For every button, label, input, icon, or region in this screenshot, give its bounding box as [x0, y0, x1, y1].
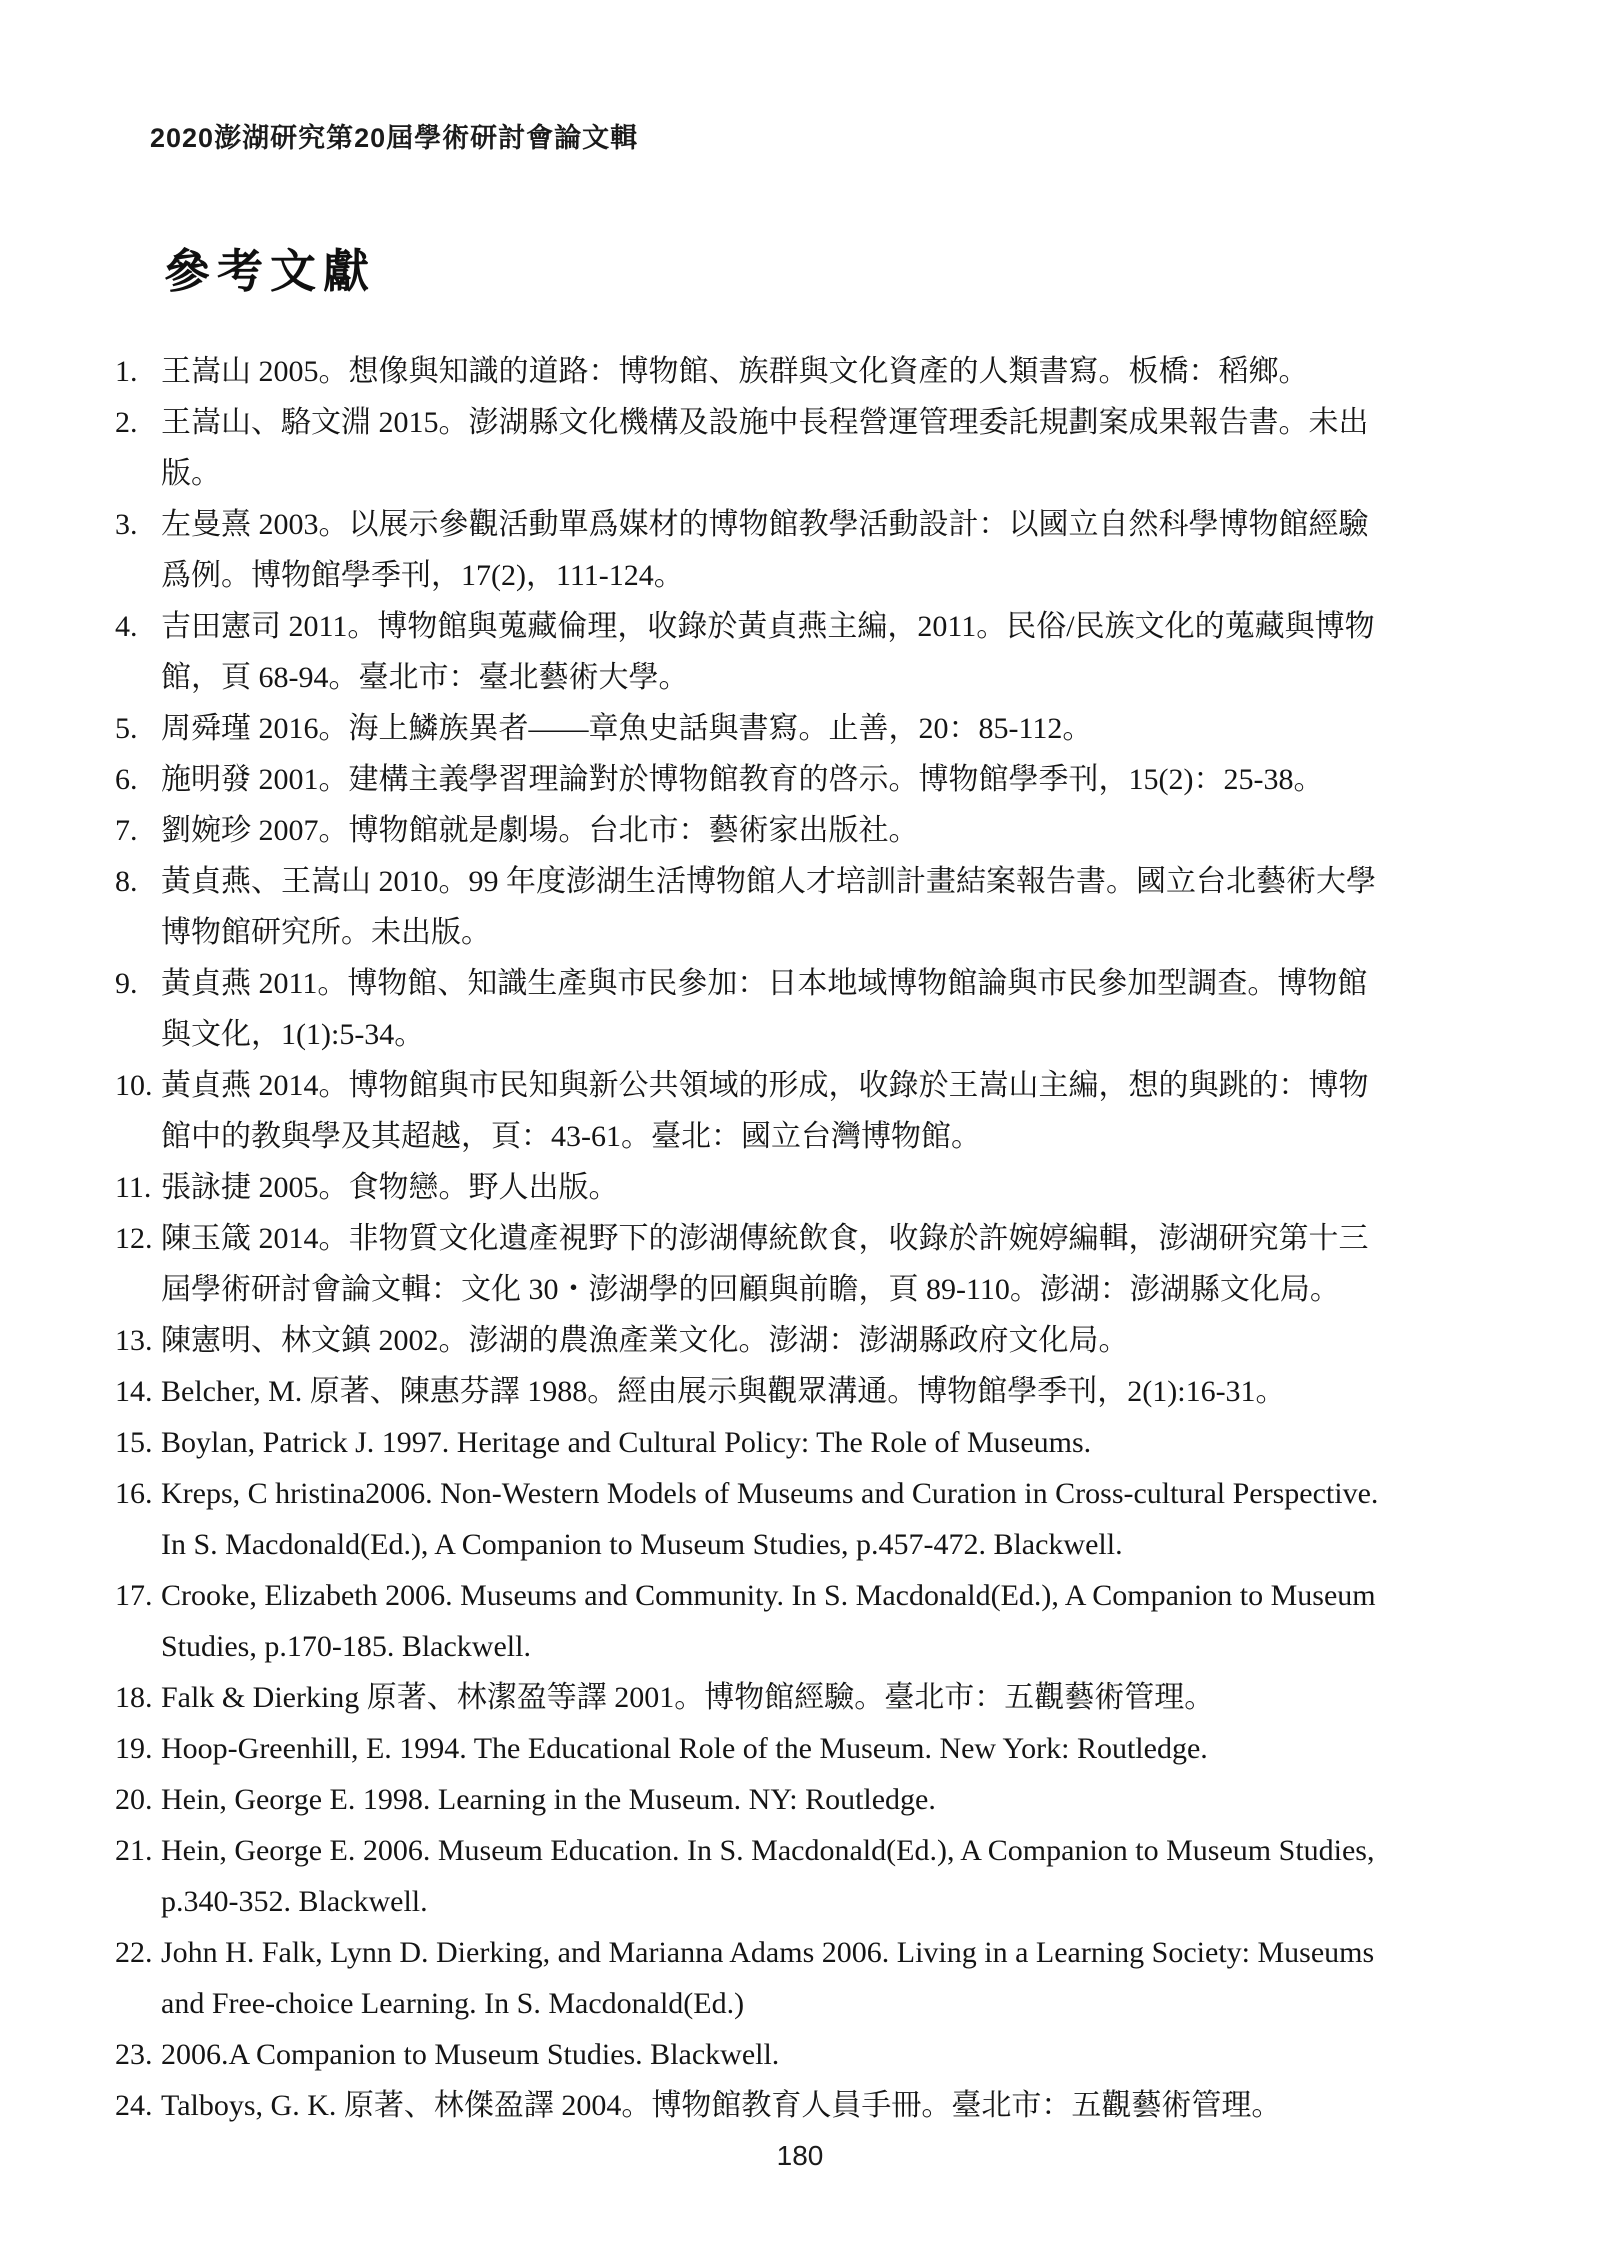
reference-text — [161, 1213, 1497, 1315]
reference-line: 與文化，1(1):5-34。 — [161, 1018, 425, 1051]
reference-line: 劉婉珍 2007。博物館就是劇場。台北市：藝術家出版社。 — [161, 814, 919, 847]
reference-item — [115, 1570, 1497, 1672]
reference-text — [161, 754, 1497, 805]
reference-line: 左曼熹 2003。以展示參觀活動單爲媒材的博物館教學活動設計：以國立自然科學博物館經驗 — [161, 508, 1369, 541]
reference-line: 陳憲明、林文鎮 2002。澎湖的農漁產業文化。澎湖：澎湖縣政府文化局。 — [161, 1324, 1129, 1357]
reference-number: 8. — [115, 865, 138, 898]
reference-line: 館中的教與學及其超越，頁：43-61。臺北：國立台灣博物館。 — [161, 1120, 981, 1153]
reference-line: 2006.A Companion to Museum Studies. Blackwell. — [161, 2038, 780, 2071]
reference-number: 13. — [115, 1324, 153, 1357]
reference-line: Kreps, C hristina2006. Non-Western Models of Museums and Curation in Cross-cultural Perspective. — [161, 1477, 1379, 1510]
reference-line: Talboys, G. K. 原著、林傑盈譯 2004。博物館教育人員手冊。臺北市：五觀藝術管理。 — [161, 2089, 1282, 2122]
reference-number: 14. — [115, 1375, 153, 1408]
reference-text — [161, 2080, 1497, 2131]
reference-text — [161, 1774, 1497, 1825]
reference-number: 23. — [115, 2038, 153, 2071]
reference-number: 4. — [115, 610, 138, 643]
reference-number: 9. — [115, 967, 138, 1000]
reference-item — [115, 1723, 1497, 1774]
reference-text — [161, 397, 1497, 499]
reference-number: 1. — [115, 355, 138, 388]
reference-number: 2. — [115, 406, 138, 439]
reference-item — [115, 601, 1497, 703]
reference-text — [161, 703, 1497, 754]
running-header: 2020澎湖研究第20屆學術研討會論文輯 — [150, 123, 639, 153]
reference-text — [161, 958, 1497, 1060]
reference-number: 6. — [115, 763, 138, 796]
reference-text — [161, 1468, 1497, 1570]
reference-item — [115, 1315, 1497, 1366]
page-number: 180 — [776, 2140, 824, 2171]
reference-text — [161, 1162, 1497, 1213]
reference-line: 館，頁 68-94。臺北市：臺北藝術大學。 — [161, 661, 689, 694]
reference-number: 18. — [115, 1681, 153, 1714]
reference-line: 屆學術研討會論文輯：文化 30・澎湖學的回顧與前瞻，頁 89-110。澎湖：澎湖縣文化局。 — [161, 1273, 1340, 1306]
reference-number: 17. — [115, 1579, 153, 1612]
reference-item — [115, 397, 1497, 499]
reference-number: 16. — [115, 1477, 153, 1510]
reference-line: 博物館研究所。未出版。 — [161, 916, 491, 949]
reference-line: 爲例。博物館學季刊，17(2)，111-124。 — [161, 559, 684, 592]
reference-text — [161, 1060, 1497, 1162]
reference-item — [115, 1672, 1497, 1723]
reference-item — [115, 856, 1497, 958]
reference-number: 7. — [115, 814, 138, 847]
reference-line: 周舜瑾 2016。海上鱗族異者——章魚史話與書寫。止善，20：85-112。 — [161, 712, 1093, 745]
reference-item — [115, 1927, 1497, 2029]
reference-text — [161, 2029, 1497, 2080]
reference-line: Crooke, Elizabeth 2006. Museums and Community. In S. Macdonald(Ed.), A Companion to Museum — [161, 1579, 1376, 1612]
reference-line: Falk & Dierking 原著、林潔盈等譯 2001。博物館經驗。臺北市：五觀藝術管理。 — [161, 1681, 1215, 1714]
reference-item — [115, 1213, 1497, 1315]
reference-text — [161, 499, 1497, 601]
reference-number: 5. — [115, 712, 138, 745]
reference-number: 19. — [115, 1732, 153, 1765]
reference-line: p.340-352. Blackwell. — [161, 1885, 428, 1918]
reference-line: 陳玉箴 2014。非物質文化遺產視野下的澎湖傳統飲食，收錄於許婉婷編輯，澎湖研究第十三 — [161, 1222, 1369, 1255]
reference-item — [115, 499, 1497, 601]
reference-line: 黃貞燕 2011。博物館、知識生產與市民參加：日本地域博物館論與市民參加型調查。博物館 — [161, 967, 1368, 1000]
reference-text — [161, 1366, 1497, 1417]
reference-item — [115, 1417, 1497, 1468]
reference-number: 12. — [115, 1222, 153, 1255]
reference-line: and Free-choice Learning. In S. Macdonald(Ed.) — [161, 1987, 745, 2020]
reference-line: Hein, George E. 1998. Learning in the Museum. NY: Routledge. — [161, 1783, 936, 1816]
reference-line: Hoop-Greenhill, E. 1994. The Educational Role of the Museum. New York: Routledge. — [161, 1732, 1208, 1765]
reference-text — [161, 1570, 1497, 1672]
page-title: 參考文獻 — [164, 246, 376, 297]
reference-item — [115, 1162, 1497, 1213]
reference-line: 黃貞燕、王嵩山 2010。99 年度澎湖生活博物館人才培訓計畫結案報告書。國立台北藝術大學 — [161, 865, 1376, 898]
reference-line: John H. Falk, Lynn D. Dierking, and Marianna Adams 2006. Living in a Learning Society: Museums — [161, 1936, 1375, 1969]
reference-line: 張詠捷 2005。食物戀。野人出版。 — [161, 1171, 619, 1204]
reference-number: 11. — [115, 1171, 152, 1204]
reference-text — [161, 1825, 1497, 1927]
reference-text — [161, 856, 1497, 958]
reference-line: Hein, George E. 2006. Museum Education. In S. Macdonald(Ed.), A Companion to Museum Studies, — [161, 1834, 1375, 1867]
reference-text — [161, 1672, 1497, 1723]
reference-number: 3. — [115, 508, 138, 541]
reference-line: 黃貞燕 2014。博物館與市民知與新公共領域的形成，收錄於王嵩山主編，想的與跳的：博物 — [161, 1069, 1369, 1102]
reference-text — [161, 805, 1497, 856]
reference-line: 吉田憲司 2011。博物館與蒐藏倫理，收錄於黃貞燕主編，2011。民俗/民族文化的蒐藏與博物 — [161, 610, 1375, 643]
reference-text — [161, 601, 1497, 703]
reference-line: 施明發 2001。建構主義學習理論對於博物館教育的啓示。博物館學季刊，15(2)：25-38。 — [161, 763, 1324, 796]
reference-item — [115, 805, 1497, 856]
reference-item — [115, 1774, 1497, 1825]
reference-line: 版。 — [161, 457, 221, 490]
reference-line: Belcher, M. 原著、陳惠芬譯 1988。經由展示與觀眾溝通。博物館學季刊，2(1):16-31。 — [161, 1375, 1286, 1408]
reference-item — [115, 703, 1497, 754]
reference-text — [161, 1417, 1497, 1468]
reference-text — [161, 1723, 1497, 1774]
reference-number: 22. — [115, 1936, 153, 1969]
reference-item — [115, 1468, 1497, 1570]
reference-number: 20. — [115, 1783, 153, 1816]
reference-item — [115, 1060, 1497, 1162]
reference-item — [115, 754, 1497, 805]
reference-list — [115, 346, 1497, 2131]
reference-item — [115, 346, 1497, 397]
reference-number: 21. — [115, 1834, 153, 1867]
reference-item — [115, 2080, 1497, 2131]
reference-line: Boylan, Patrick J. 1997. Heritage and Cultural Policy: The Role of Museums. — [161, 1426, 1092, 1459]
reference-item — [115, 1825, 1497, 1927]
reference-line: 王嵩山、駱文淵 2015。澎湖縣文化機構及設施中長程營運管理委託規劃案成果報告書。未出 — [161, 406, 1369, 439]
reference-item — [115, 1366, 1497, 1417]
reference-line: 王嵩山 2005。想像與知識的道路：博物館、族群與文化資產的人類書寫。板橋：稻鄉。 — [161, 355, 1309, 388]
reference-number: 10. — [115, 1069, 153, 1102]
reference-number: 24. — [115, 2089, 153, 2122]
reference-number: 15. — [115, 1426, 153, 1459]
reference-item — [115, 958, 1497, 1060]
reference-line: Studies, p.170-185. Blackwell. — [161, 1630, 531, 1663]
reference-text — [161, 346, 1497, 397]
reference-text — [161, 1927, 1497, 2029]
reference-text — [161, 1315, 1497, 1366]
reference-line: In S. Macdonald(Ed.), A Companion to Museum Studies, p.457-472. Blackwell. — [161, 1528, 1123, 1561]
reference-item — [115, 2029, 1497, 2080]
